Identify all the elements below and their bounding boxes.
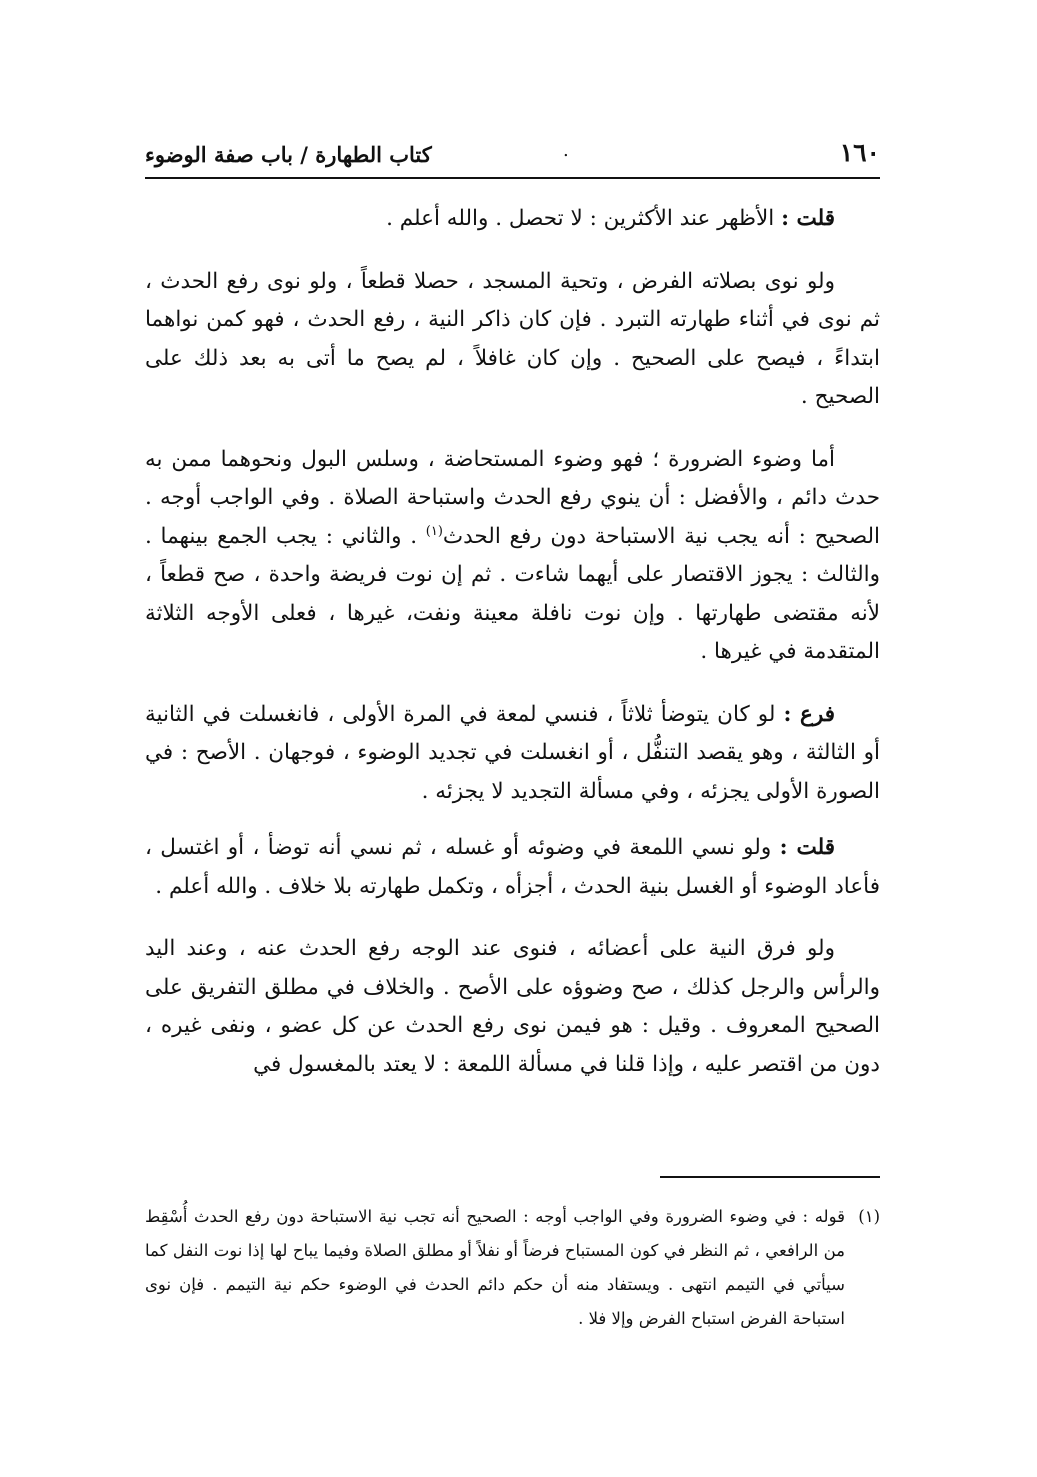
footnote-rule (660, 1176, 880, 1178)
paragraph-text: ولو فرق النية على أعضائه ، فنوى عند الوجه رفع الحدث عنه ، وعند اليد والرأس والرجل كذلك ، صح وضوؤه على الأصح . والخلاف في مطلق التفريق على الصحيح المعروف . وقيل : هو فيمن نوى رفع الحدث عن كل عضو ، ونفى غيره ، دون من اقتصر عليه ، وإذا قلنا في مسألة اللمعة : لا يعتد بالمغسول في (145, 936, 880, 1077)
main-text (145, 200, 880, 1108)
footnote-1 (145, 1200, 880, 1336)
footnote-number: (١) (858, 1207, 880, 1226)
running-title: كتاب الطهارة / باب صفة الوضوء (145, 142, 432, 167)
paragraph-text: أما وضوء الضرورة ؛ فهو وضوء المستحاضة ، وسلس البول ونحوهما ممن به حدث دائم ، والأفضل : أن ينوي رفع الحدث واستباحة الصلاة . وفي الواجب أوجه . الصحيح : أنه يجب نية الاستباحة دون رفع الحدث (145, 446, 880, 549)
paragraph-2 (145, 263, 880, 417)
page-header (145, 138, 880, 178)
paragraph-text: ولو نوى بصلاته الفرض ، وتحية المسجد ، حصلا قطعاً ، ولو نوى رفع الحدث ، ثم نوى في أثناء طهارته التبرد . فإن كان ذاكر النية ، رفع الحدث ، فهو كمن نواهما ابتداءً ، فيصح على الصحيح . وإن كان غافلاً ، لم يصح ما أتى به بعد ذلك على الصحيح . (145, 268, 880, 409)
header-rule (145, 177, 880, 179)
paragraph-1 (145, 200, 880, 239)
footnotes (145, 1200, 880, 1336)
paragraph-5 (145, 829, 880, 906)
paragraph-lead: قلت : (779, 835, 835, 860)
paragraph-3 (145, 441, 880, 672)
footnote-reference[interactable]: (١) (425, 523, 443, 539)
footnote-text: قوله : في وضوء الضرورة وفي الواجب أوجه : الصحيح أنه تجب نية الاستباحة دون رفع الحدث أُسْقِط من الرافعي ، ثم النظر في كون المستباح فرضاً أو نفلاً أو مطلق الصلاة وفيما يباح لها إذا نوت النفل كما سيأتي في التيمم انتهى . ويستفاد منه أن حكم دائم الحدث في الوضوء حكم نية التيمم . فإن نوى استباحة الفرض استباح الفرض وإلا فلا . (145, 1207, 845, 1328)
paragraph-text: لو كان يتوضأ ثلاثاً ، فنسي لمعة في المرة الأولى ، فانغسلت في الثانية أو الثالثة ، وهو يقصد التنفُّل ، أو انغسلت في تجديد الوضوء ، فوجهان . الأصح : في الصورة الأولى يجزئه ، وفي مسألة التجديد لا يجزئه . (145, 701, 880, 804)
paragraph-lead: قلت : (781, 206, 835, 231)
page-number: ١٦٠ (839, 138, 880, 167)
paragraph-6 (145, 930, 880, 1084)
paragraph-4 (145, 696, 880, 812)
header-dot: . (563, 140, 569, 161)
paragraph-text: الأظهر عند الأكثرين : لا تحصل . والله أعلم . (386, 206, 782, 231)
paragraph-text: . والثاني : يجب الجمع بينهما . والثالث : يجوز الاقتصار على أيهما شاءت . ثم إن نوت فريضة واحدة ، صح قطعاً ، لأنه مقتضى طهارتها . وإن نوت نافلة معينة ونفت، غيرها ، فعلى الأوجه الثلاثة المتقدمة في غيرها . (145, 523, 880, 664)
book-page (145, 0, 880, 1477)
paragraph-text: ولو نسي اللمعة في وضوئه أو غسله ، ثم نسي أنه توضأ ، أو اغتسل ، فأعاد الوضوء أو الغسل بنية الحدث ، أجزأه ، وتكمل طهارته بلا خلاف . والله أعلم . (145, 835, 880, 899)
paragraph-lead: فرع : (783, 701, 836, 727)
